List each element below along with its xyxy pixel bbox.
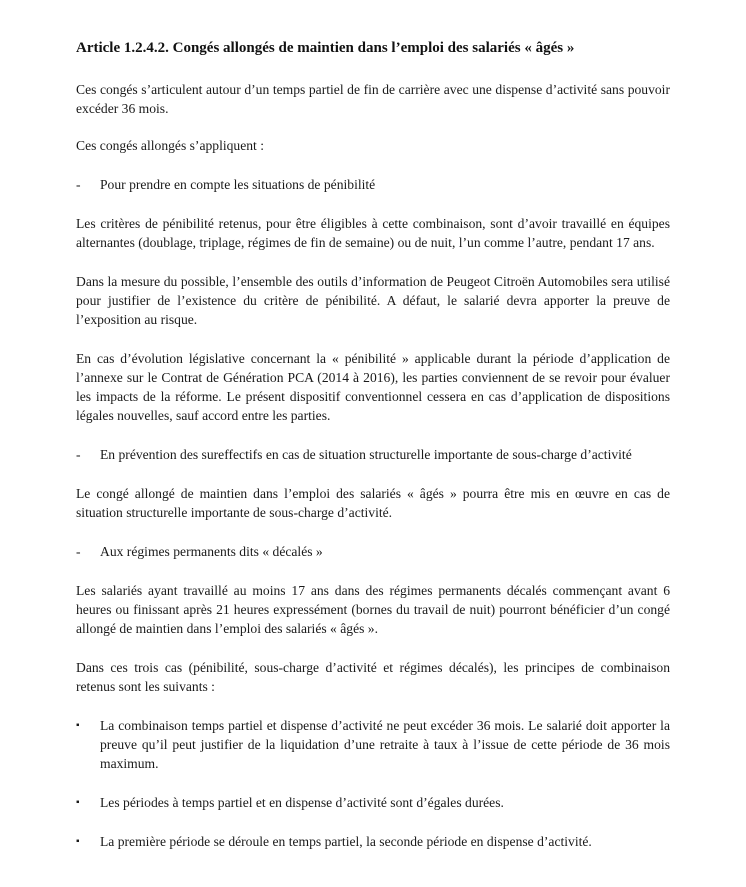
dash-marker: - bbox=[76, 544, 81, 559]
bullet-text: Les périodes à temps partiel et en dispense d’activité sont d’égales durées. bbox=[100, 795, 504, 810]
paragraph-intro: Ces congés s’articulent autour d’un temps partiel de fin de carrière avec une dispense d’activité sans pouvoir excéder 36 mois. bbox=[76, 82, 670, 116]
square-bullet-icon: ▪ bbox=[76, 720, 80, 731]
paragraph-sous-charge: Le congé allongé de maintien dans l’emploi des salariés « âgés » pourra être mis en œuvre en cas de situation structurelle importante de sous-charge d’activité. bbox=[76, 486, 670, 520]
list-item-label: Aux régimes permanents dits « décalés » bbox=[100, 544, 323, 559]
paragraph-outils: Dans la mesure du possible, l’ensemble des outils d’information de Peugeot Citroën Automobiles sera utilisé pour justifier de l’existence du critère de pénibilité. A défaut, le salarié devra apporter la preuve de l’exposition au risque. bbox=[76, 274, 670, 327]
bullet-item-durees bbox=[76, 793, 670, 812]
paragraph-regimes-decales: Les salariés ayant travaillé au moins 17 ans dans des régimes permanents décalés commençant avant 6 heures ou finissant après 21 heures expressément (bornes du travail de nuit) pourront bénéficier d’un congé allongé de maintien dans l’emploi des salariés « âgés ». bbox=[76, 583, 670, 636]
paragraph-application: Ces congés allongés s’appliquent : bbox=[76, 138, 265, 153]
list-item-regimes bbox=[76, 542, 670, 561]
bullet-item-combinaison bbox=[76, 716, 670, 773]
square-bullet-icon: ▪ bbox=[76, 797, 80, 808]
list-item-sureffectifs bbox=[76, 445, 670, 464]
square-bullet-icon: ▪ bbox=[76, 836, 80, 847]
list-item-penibilite bbox=[76, 175, 670, 194]
bullet-text: La première période se déroule en temps partiel, la seconde période en dispense d’activité. bbox=[100, 834, 592, 849]
dash-marker: - bbox=[76, 447, 81, 462]
list-item-label: Pour prendre en compte les situations de pénibilité bbox=[100, 177, 376, 192]
paragraph-criteres: Les critères de pénibilité retenus, pour être éligibles à cette combinaison, sont d’avoir travaillé en équipes alternantes (doublage, triplage, régimes de fin de semaine) ou de nuit, l’un comme l’autre, pendant 17 ans. bbox=[76, 216, 670, 250]
article-heading: Article 1.2.4.2. Congés allongés de maintien dans l’emploi des salariés « âgés » bbox=[76, 40, 575, 56]
bullet-item-periodes bbox=[76, 832, 670, 851]
paragraph-evolution: En cas d’évolution législative concernant la « pénibilité » applicable durant la période d’application de l’annexe sur le Contrat de Génération PCA (2014 à 2016), les parties conviennent de se revoir pour évaluer les impacts de la réforme. Le présent dispositif conventionnel cessera en cas d’application de dispositions légales nouvelles, sauf accord entre les parties. bbox=[76, 351, 670, 423]
bullet-text: La combinaison temps partiel et dispense d’activité ne peut excéder 36 mois. Le salarié doit apporter la preuve qu’il peut justifier de la liquidation d’une retraite à taux à l’issue de cette période de 36 mois maximum. bbox=[100, 718, 670, 771]
list-item-label: En prévention des sureffectifs en cas de situation structurelle importante de sous-charge d’activité bbox=[100, 447, 632, 462]
paragraph-principes: Dans ces trois cas (pénibilité, sous-charge d’activité et régimes décalés), les principes de combinaison retenus sont les suivants : bbox=[76, 660, 670, 694]
dash-marker: - bbox=[76, 177, 81, 192]
